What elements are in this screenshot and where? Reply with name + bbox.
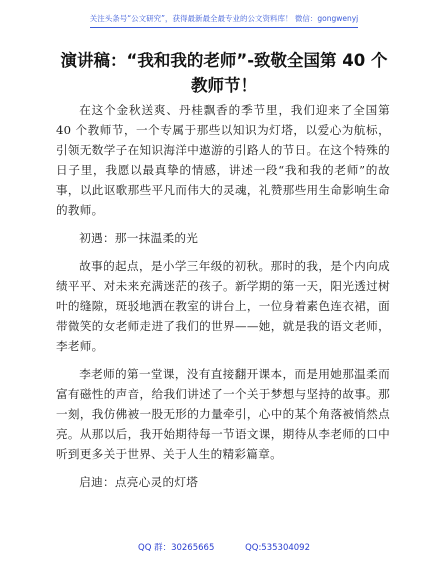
footer-qq: QQ:535304092 — [245, 543, 310, 553]
page-footer — [0, 541, 448, 553]
story-paragraph: 故事的起点，是小学三年级的初秋。那时的我，是个内向成绩平平、对未来充满迷茫的孩子。新学期的第一天，阳光透过树叶的缝隙，斑驳地洒在教室的讲台上，一位身着素色连衣裙，面带微笑的女老师走进了我们的世界——她，就是我的语文老师，李老师。 — [56, 259, 390, 353]
page-header — [0, 6, 448, 26]
section-heading-first-meeting: 初遇：那一抹温柔的光 — [79, 231, 199, 245]
document-title: 演讲稿：“我和我的老师”-致敬全国第 40 个教师节！ — [60, 51, 388, 95]
first-lesson-paragraph: 李老师的第一堂课，没有直接翻开课本，而是用她那温柔而富有磁性的声音，给我们讲述了一个关于梦想与坚持的故事。那一刻，我仿佛被一股无形的力量牵引，心中的某个角落被悄然点亮。从那以后，我开始期待每一节语文课，期待从李老师的口中听到更多关于世界、关于人生的精彩篇章。 — [56, 367, 390, 461]
intro-paragraph: 在这个金秋送爽、丹桂飘香的季节里，我们迎来了全国第 40 个教师节，一个专属于那些以知识为灯塔，以爱心为航标，引领无数学子在知识海洋中遨游的引路人的节日。在这个特殊的日子里，我愿以最真挚的情感，讲述一段“我和我的老师”的故事，以此讴歌那些平凡而伟大的灵魂，礼赞那些用生命影响生命的教师。 — [56, 103, 390, 217]
footer-qq-group: QQ 群：30265665 — [138, 543, 215, 553]
document-body — [56, 100, 390, 500]
header-banner-text: 关注头条号“公文研究”，获得最新最全最专业的公文资料库！ 微信：gongwenyj — [90, 13, 359, 28]
section-heading-enlightenment: 启迪：点亮心灵的灯塔 — [79, 475, 199, 489]
